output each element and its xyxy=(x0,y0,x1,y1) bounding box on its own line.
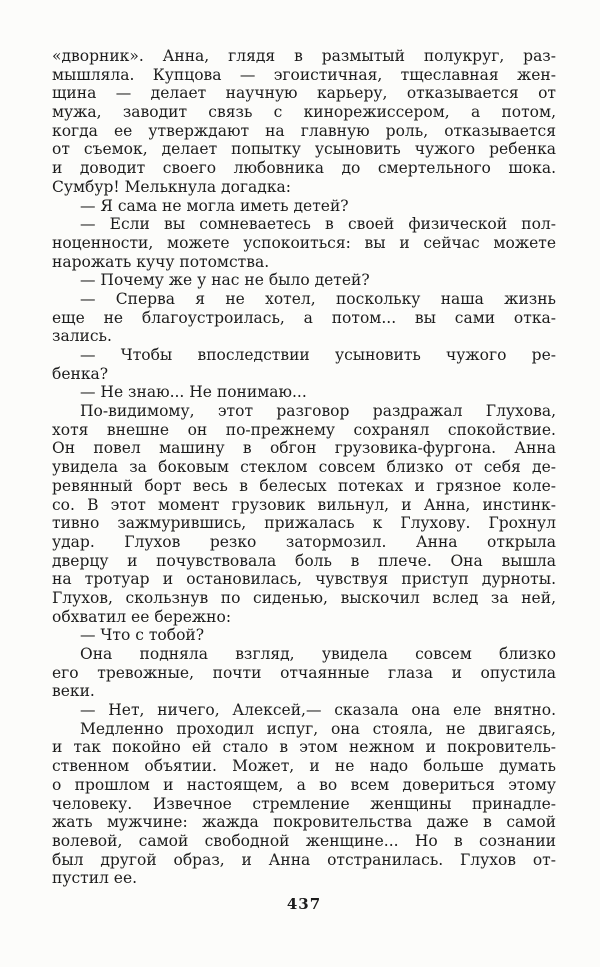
text-line: — Чтобы впоследствии усыновить чужого ре- xyxy=(80,346,556,364)
text-line: человеку. Извечное стремление женщины принадле- xyxy=(52,794,556,813)
text-line: Она подняла взгляд, увидела совсем близко xyxy=(80,645,556,663)
text-line: его тревожные, почти отчаянные глаза и опустила xyxy=(52,663,556,682)
text-line: когда ее утверждают на главную роль, отказывается xyxy=(52,121,556,140)
text-line: и доводит своего любовника до смертельного шока. xyxy=(52,159,556,178)
text-line: на тротуар и остановилась, чувствуя приступ дурноты. xyxy=(52,570,556,589)
text-line: от съемок, делает попытку усыновить чужого ребенка xyxy=(52,140,556,159)
text-line: веки. xyxy=(52,682,95,701)
text-line: — Нет, ничего, Алексей,— сказала она еле внятно. xyxy=(80,701,556,720)
text-line: Он повел машину в обгон грузовика-фургона. Анна xyxy=(52,439,556,458)
text-line: Медленно проходил испуг, она стояла, не двигаясь, xyxy=(80,719,556,738)
text-line: дверцу и почувствовала боль в плече. Она вышла xyxy=(52,551,556,570)
book-page-text xyxy=(52,47,556,888)
text-line: и так покойно ей стало в этом нежном и покровитель- xyxy=(52,738,556,757)
text-line: ноценности, можете успокоиться: вы и сейчас можете xyxy=(52,233,556,252)
text-line: Сумбур! Мелькнула догадка: xyxy=(52,177,291,196)
text-line: — Если вы сомневаетесь в своей физической пол- xyxy=(80,215,556,234)
text-line: был другой образ, и Анна отстранилась. Глухов от- xyxy=(52,850,556,869)
text-line: жать мужчине: жажда покровительства даже в самой xyxy=(52,813,556,832)
text-line: — Почему же у нас не было детей? xyxy=(80,271,370,290)
text-line: — Сперва я не хотел, поскольку наша жизнь xyxy=(80,289,556,308)
text-line: — Что с тобой? xyxy=(80,626,205,645)
text-line: ственном объятии. Может, и не надо больше думать xyxy=(52,757,556,776)
text-line: Глухов, скользнув по сиденью, выскочил вслед за ней, xyxy=(52,588,556,607)
text-line: хотя внешне он по-прежнему сохранял спокойствие. xyxy=(52,420,556,439)
text-line: — Не знаю... Не понимаю... xyxy=(80,383,307,402)
text-line: мужа, заводит связь с кинорежиссером, а потом, xyxy=(52,103,556,122)
text-line: — Я сама не могла иметь детей? xyxy=(80,196,349,215)
text-line: со. В этот момент грузовик вильнул, и Анна, инстинк- xyxy=(52,495,556,514)
text-line: нарожать кучу потомства. xyxy=(52,252,270,271)
text-line: увидела за боковым стеклом совсем близко от себя де- xyxy=(52,458,556,477)
text-line: обхватил ее бережно: xyxy=(52,607,232,626)
text-line: волевой, самой свободной женщине... Но в сознании xyxy=(52,831,556,850)
page-number: 437 xyxy=(286,895,322,913)
text-line: бенка? xyxy=(52,364,109,383)
text-line: тивно зажмурившись, прижалась к Глухову. Грохнул xyxy=(52,514,556,533)
text-line: «дворник». Анна, глядя в размытый полукруг, раз- xyxy=(52,47,556,65)
text-line: удар. Глухов резко затормозил. Анна открыла xyxy=(52,532,556,551)
text-line: По-видимому, этот разговор раздражал Глухова, xyxy=(80,402,556,421)
text-line: пустил ее. xyxy=(52,869,138,888)
text-line: еще не благоустроилась, а потом... вы сами отка- xyxy=(52,308,556,327)
text-line: щина — делает научную карьеру, отказывается от xyxy=(52,84,556,103)
text-line: о прошлом и настоящем, а во всем довериться этому xyxy=(52,775,556,794)
text-line: зались. xyxy=(52,327,112,346)
text-line: мышляла. Купцова — эгоистичная, тщеславная жен- xyxy=(52,65,556,84)
text-line: ревянный борт весь в белесых потеках и грязное коле- xyxy=(52,476,556,495)
